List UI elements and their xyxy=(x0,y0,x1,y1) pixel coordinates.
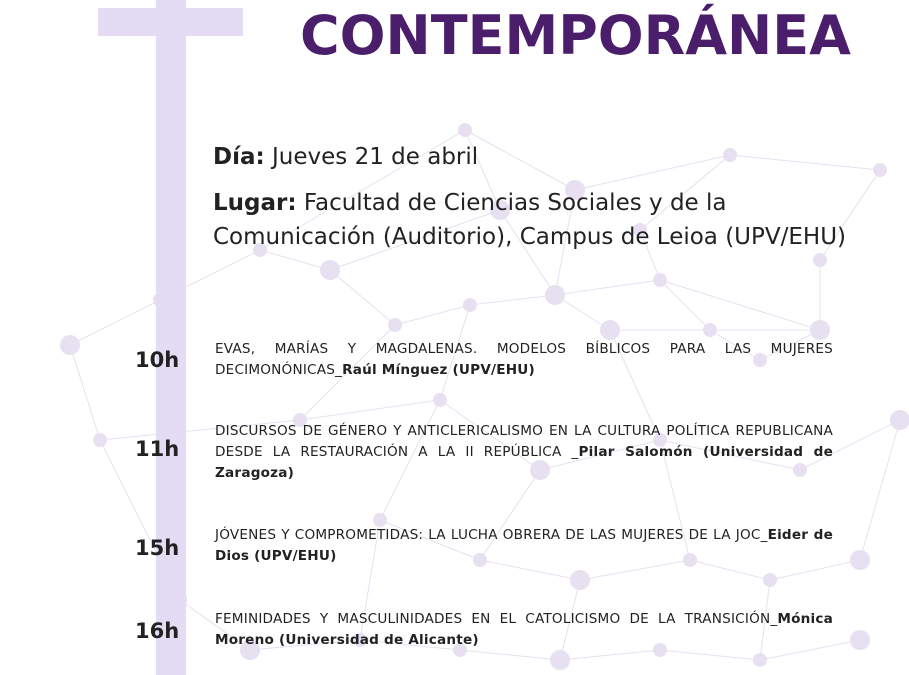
network-node xyxy=(703,323,717,337)
cross-vertical-bar xyxy=(156,0,186,675)
session-speaker: Pilar Salomón (Universidad de Zaragoza) xyxy=(215,444,833,481)
session-title: DISCURSOS DE GÉNERO Y ANTICLERICALISMO EN LA CULTURA POLÍTICA REPUBLICANA DESDE LA RESTAURACIÓN A LA II REPÚBLICA _ xyxy=(215,423,833,460)
network-node xyxy=(93,433,107,447)
session-title: FEMINIDADES Y MASCULINIDADES EN EL CATOLICISMO DE LA TRANSICIÓN_ xyxy=(215,611,778,627)
location-label: Lugar: xyxy=(213,190,297,216)
session-description xyxy=(215,339,833,381)
network-node xyxy=(570,570,590,590)
session-time: 11h xyxy=(135,437,180,461)
network-edge xyxy=(470,295,555,305)
network-node xyxy=(320,260,340,280)
session-speaker: Mónica Moreno (Universidad de Alicante) xyxy=(215,611,833,648)
session-title: JÓVENES Y COMPROMETIDAS: LA LUCHA OBRERA DE LAS MUJERES DE LA JOC_ xyxy=(215,527,768,543)
page-title: CONTEMPORÁNEA xyxy=(300,4,851,67)
day-value: Jueves 21 de abril xyxy=(272,144,479,170)
network-edge xyxy=(660,650,760,660)
network-edge xyxy=(575,155,730,190)
network-edge xyxy=(860,420,900,560)
network-node xyxy=(763,573,777,587)
network-node xyxy=(850,550,870,570)
session-speaker: Raúl Mínguez (UPV/EHU) xyxy=(342,362,535,378)
network-node xyxy=(873,163,887,177)
network-node xyxy=(600,320,620,340)
network-node xyxy=(458,123,472,137)
network-edge xyxy=(70,345,100,440)
session-time: 10h xyxy=(135,348,180,372)
session-title: EVAS, MARÍAS Y MAGDALENAS. MODELOS BÍBLICOS PARA LAS MUJERES DECIMONÓNICAS_ xyxy=(215,341,833,378)
network-edge xyxy=(300,400,440,420)
session-time: 15h xyxy=(135,536,180,560)
network-edge xyxy=(730,155,880,170)
network-edge xyxy=(330,270,395,325)
network-node xyxy=(550,650,570,670)
network-node xyxy=(388,318,402,332)
network-node xyxy=(723,148,737,162)
network-node xyxy=(60,335,80,355)
location-value-line2: Comunicación (Auditorio), Campus de Leioa (UPV/EHU) xyxy=(213,224,847,250)
session-description xyxy=(215,609,833,651)
session-description xyxy=(215,421,833,484)
network-edge xyxy=(395,305,470,325)
event-location xyxy=(213,186,853,254)
network-node xyxy=(850,630,870,650)
event-day xyxy=(213,140,478,174)
network-edge xyxy=(555,280,660,295)
location-value-line1: Facultad de Ciencias Sociales y de la xyxy=(303,190,727,216)
session-time: 16h xyxy=(135,619,180,643)
network-node xyxy=(753,653,767,667)
network-edge xyxy=(560,650,660,660)
network-node xyxy=(463,298,477,312)
session-speaker: Eider de Dios (UPV/EHU) xyxy=(215,527,833,564)
network-edge xyxy=(465,130,575,190)
network-edge xyxy=(660,280,820,330)
network-node xyxy=(890,410,909,430)
network-node xyxy=(545,285,565,305)
network-node xyxy=(810,320,830,340)
cross-horizontal-bar xyxy=(98,8,243,36)
network-node xyxy=(653,273,667,287)
network-edge xyxy=(70,300,160,345)
network-node xyxy=(433,393,447,407)
network-edge xyxy=(460,650,560,660)
network-node xyxy=(813,253,827,267)
session-description xyxy=(215,525,833,567)
day-label: Día: xyxy=(213,144,265,170)
